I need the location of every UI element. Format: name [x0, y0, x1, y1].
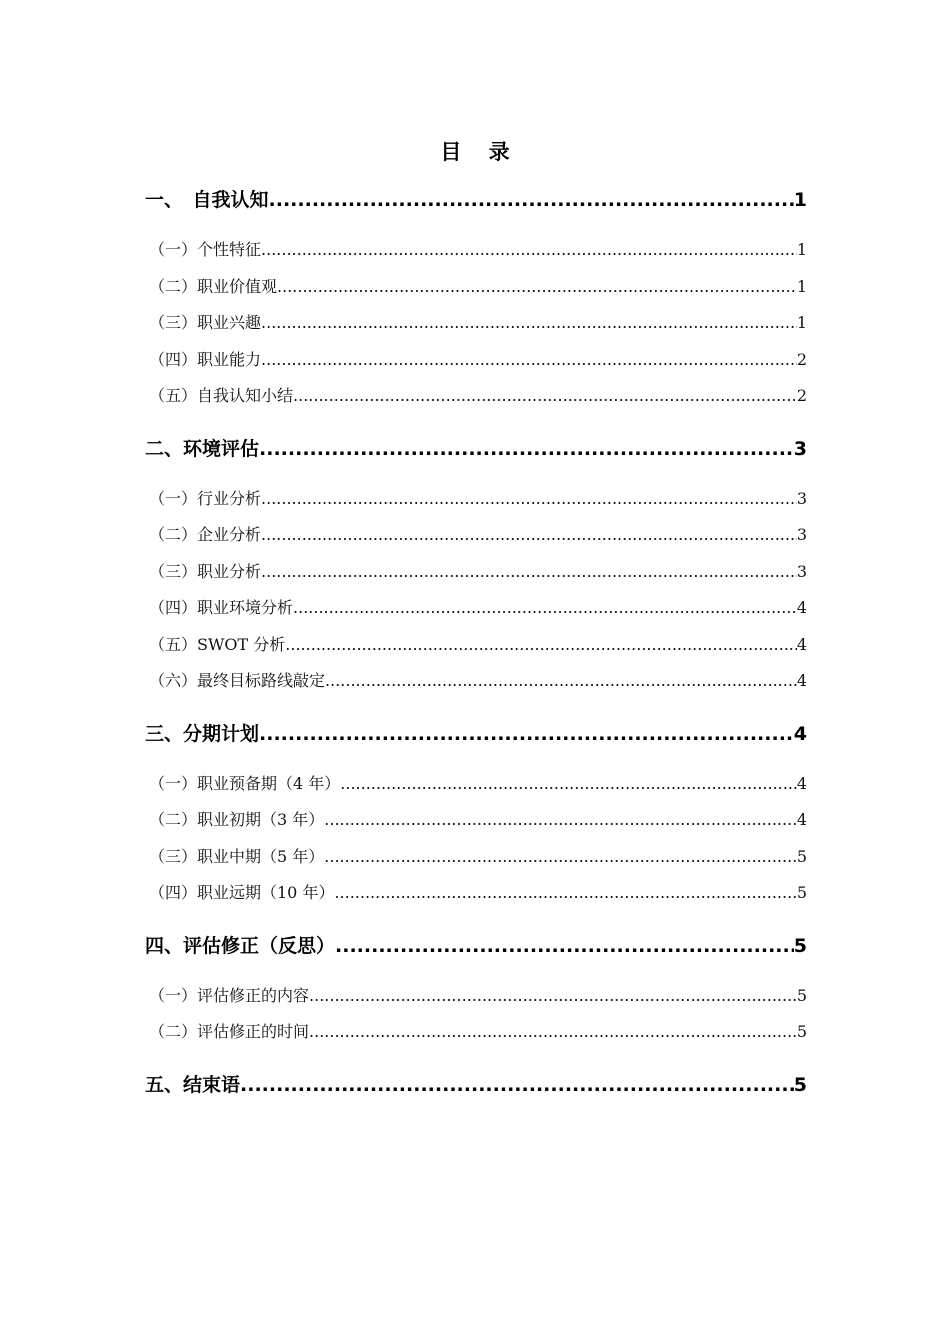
toc-section-label: 三、分期计划	[145, 722, 260, 745]
dot-leader	[259, 718, 794, 750]
toc-page-number: 1	[793, 189, 807, 211]
toc-page-number: 1	[796, 313, 807, 332]
toc-item[interactable]	[145, 517, 807, 554]
dot-leader	[340, 766, 797, 803]
toc-title: 目 录	[440, 140, 520, 164]
toc-item-label: （一）行业分析	[149, 488, 262, 508]
toc-item-label: （四）职业环境分析	[149, 598, 294, 617]
toc-section-label: 二、环境评估	[145, 437, 260, 460]
toc-page-number: 4	[796, 810, 807, 829]
dot-leader	[259, 433, 794, 465]
dot-leader	[293, 378, 797, 415]
toc-page-number: 2	[796, 349, 807, 369]
toc-item-label: （四）职业远期（10 年）	[149, 883, 335, 902]
toc-item[interactable]	[145, 269, 807, 306]
toc-item-label: （二）职业价值观	[149, 276, 278, 296]
toc-section-1[interactable]	[145, 184, 807, 216]
dot-leader	[261, 232, 797, 269]
toc-item[interactable]	[145, 590, 807, 627]
toc-item-label: （一）职业预备期（4 年）	[149, 773, 341, 793]
toc-page-number: 4	[796, 773, 807, 793]
toc-item[interactable]	[145, 663, 807, 700]
toc-section-label: 五、结束语	[145, 1073, 241, 1096]
toc-item[interactable]	[145, 627, 807, 664]
toc-section-label: 四、评估修正（反思）	[145, 934, 336, 957]
toc-section-5[interactable]	[145, 1069, 807, 1101]
toc-item[interactable]	[145, 802, 807, 839]
toc-page-number: 3	[796, 561, 807, 581]
toc-item-label: （六）最终目标路线敲定	[149, 671, 326, 690]
toc-section-label: 一、 自我认知	[145, 189, 269, 211]
dot-leader	[324, 839, 797, 876]
toc-item[interactable]	[145, 378, 807, 415]
dot-leader	[261, 554, 797, 591]
toc-section-4[interactable]	[145, 930, 807, 962]
toc-item-label: （三）职业兴趣	[149, 313, 262, 332]
toc-item-label: （二）职业初期（3 年）	[149, 810, 325, 829]
toc-item-label: （二）企业分析	[149, 525, 262, 544]
dot-leader	[324, 802, 797, 839]
toc-item-label: （二）评估修正的时间	[149, 1022, 310, 1041]
dot-leader	[261, 305, 797, 342]
toc-page-number: 4	[793, 722, 807, 745]
dot-leader	[240, 1069, 794, 1101]
toc-page-number: 5	[793, 934, 807, 957]
dot-leader	[309, 978, 797, 1015]
dot-leader	[277, 269, 797, 306]
table-of-contents	[145, 184, 807, 1117]
toc-page-number: 1	[796, 276, 807, 296]
toc-item-label: （一）评估修正的内容	[149, 985, 310, 1005]
toc-item-label: （三）职业分析	[149, 561, 262, 581]
toc-item[interactable]	[145, 839, 807, 876]
toc-page-number: 3	[793, 437, 807, 460]
toc-item-label: （三）职业中期（5 年）	[149, 846, 325, 866]
dot-leader	[334, 875, 796, 912]
dot-leader	[309, 1014, 797, 1051]
toc-item[interactable]	[145, 232, 807, 269]
toc-page-number: 4	[796, 634, 807, 654]
toc-page-number: 5	[796, 1022, 807, 1041]
toc-page-number: 1	[796, 240, 807, 259]
toc-item-label: （五）SWOT 分析	[149, 634, 286, 654]
toc-item-label: （一）个性特征	[149, 240, 262, 259]
toc-page-number: 5	[793, 1073, 807, 1096]
toc-page-number: 5	[796, 985, 807, 1005]
dot-leader	[261, 342, 797, 379]
dot-leader	[269, 184, 794, 216]
toc-item[interactable]	[145, 875, 807, 912]
dot-leader	[261, 517, 797, 554]
toc-item[interactable]	[145, 978, 807, 1015]
toc-page-number: 4	[796, 671, 807, 690]
toc-section-2[interactable]	[145, 433, 807, 465]
toc-item[interactable]	[145, 1014, 807, 1051]
toc-page-number: 3	[796, 488, 807, 508]
toc-item[interactable]	[145, 554, 807, 591]
toc-item[interactable]	[145, 766, 807, 803]
dot-leader	[261, 481, 797, 518]
dot-leader	[293, 590, 797, 627]
dot-leader	[285, 627, 797, 664]
toc-item-label: （五）自我认知小结	[149, 386, 294, 405]
dot-leader	[335, 930, 794, 962]
toc-page-number: 5	[796, 883, 807, 902]
toc-item-label: （四）职业能力	[149, 349, 262, 369]
toc-page-number: 5	[796, 846, 807, 866]
toc-page-number: 4	[796, 598, 807, 617]
dot-leader	[325, 663, 797, 700]
toc-item[interactable]	[145, 342, 807, 379]
toc-item[interactable]	[145, 305, 807, 342]
toc-page-number: 2	[796, 386, 807, 405]
toc-section-3[interactable]	[145, 718, 807, 750]
toc-item[interactable]	[145, 481, 807, 518]
toc-page-number: 3	[796, 525, 807, 544]
